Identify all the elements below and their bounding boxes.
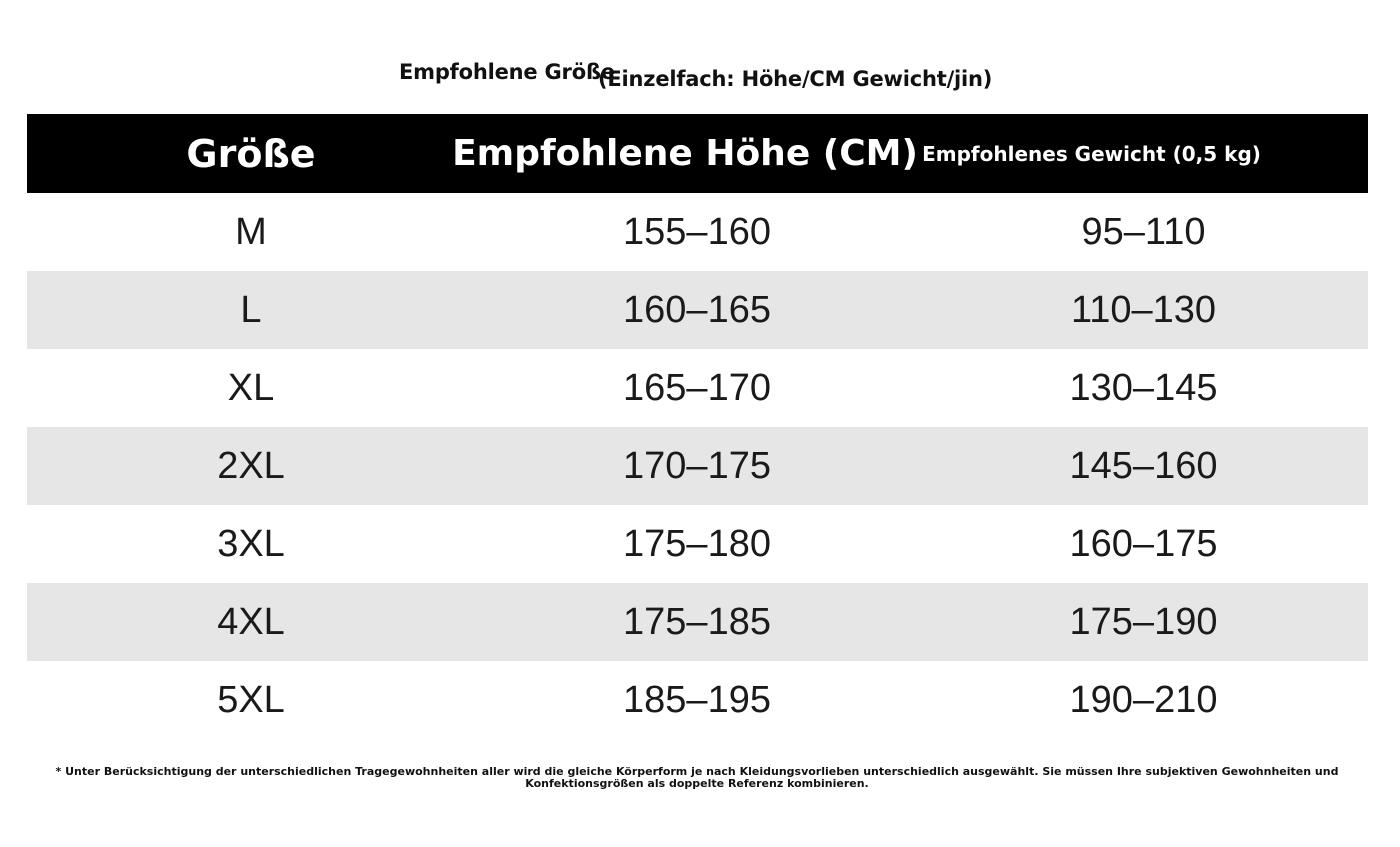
- page-title: Empfohlene Größe: [399, 60, 615, 84]
- table-row: [27, 583, 1368, 661]
- cell-size: M: [235, 210, 267, 253]
- table-row: [27, 349, 1368, 427]
- cell-height: 175–185: [623, 600, 771, 643]
- cell-weight: 190–210: [1069, 678, 1218, 721]
- cell-weight: 95–110: [1081, 210, 1206, 253]
- table-row: [27, 505, 1368, 583]
- table-header-row: [27, 114, 1368, 193]
- cell-height: 160–165: [623, 288, 771, 331]
- cell-height: 165–170: [623, 366, 771, 409]
- cell-height: 185–195: [623, 678, 771, 721]
- cell-weight: 145–160: [1069, 444, 1218, 487]
- table-row: [27, 427, 1368, 505]
- page-subtitle: (Einzelfach: Höhe/CM Gewicht/jin): [598, 67, 993, 91]
- header-size: Größe: [186, 131, 316, 176]
- cell-height: 155–160: [623, 210, 771, 253]
- footnote: * Unter Berücksichtigung der unterschiedlichen Tragegewohnheiten aller wird die gleiche Körperform je nach Kleidungsvorlieben unterschiedlich ausgewählt. Sie müssen Ihre subjektiven Gewohnheiten und Konfektionsgrößen als doppelte Referenz kombinieren.: [55, 765, 1339, 790]
- table-row: [27, 271, 1368, 349]
- cell-weight: 160–175: [1069, 522, 1218, 565]
- cell-weight: 110–130: [1070, 288, 1217, 331]
- cell-size: L: [240, 288, 262, 331]
- cell-weight: 130–145: [1069, 366, 1218, 409]
- cell-size: 2XL: [217, 444, 285, 487]
- header-height: Empfohlene Höhe (CM): [452, 133, 918, 174]
- cell-weight: 175–190: [1069, 600, 1218, 643]
- cell-size: XL: [227, 366, 275, 409]
- cell-height: 170–175: [623, 444, 771, 487]
- header-weight: Empfohlenes Gewicht (0,5 kg): [922, 141, 1261, 166]
- table-row: [27, 661, 1368, 739]
- size-table: [27, 114, 1368, 739]
- cell-size: 5XL: [217, 678, 285, 721]
- cell-height: 175–180: [623, 522, 771, 565]
- table-row: [27, 193, 1368, 271]
- cell-size: 4XL: [217, 600, 285, 643]
- cell-size: 3XL: [217, 522, 285, 565]
